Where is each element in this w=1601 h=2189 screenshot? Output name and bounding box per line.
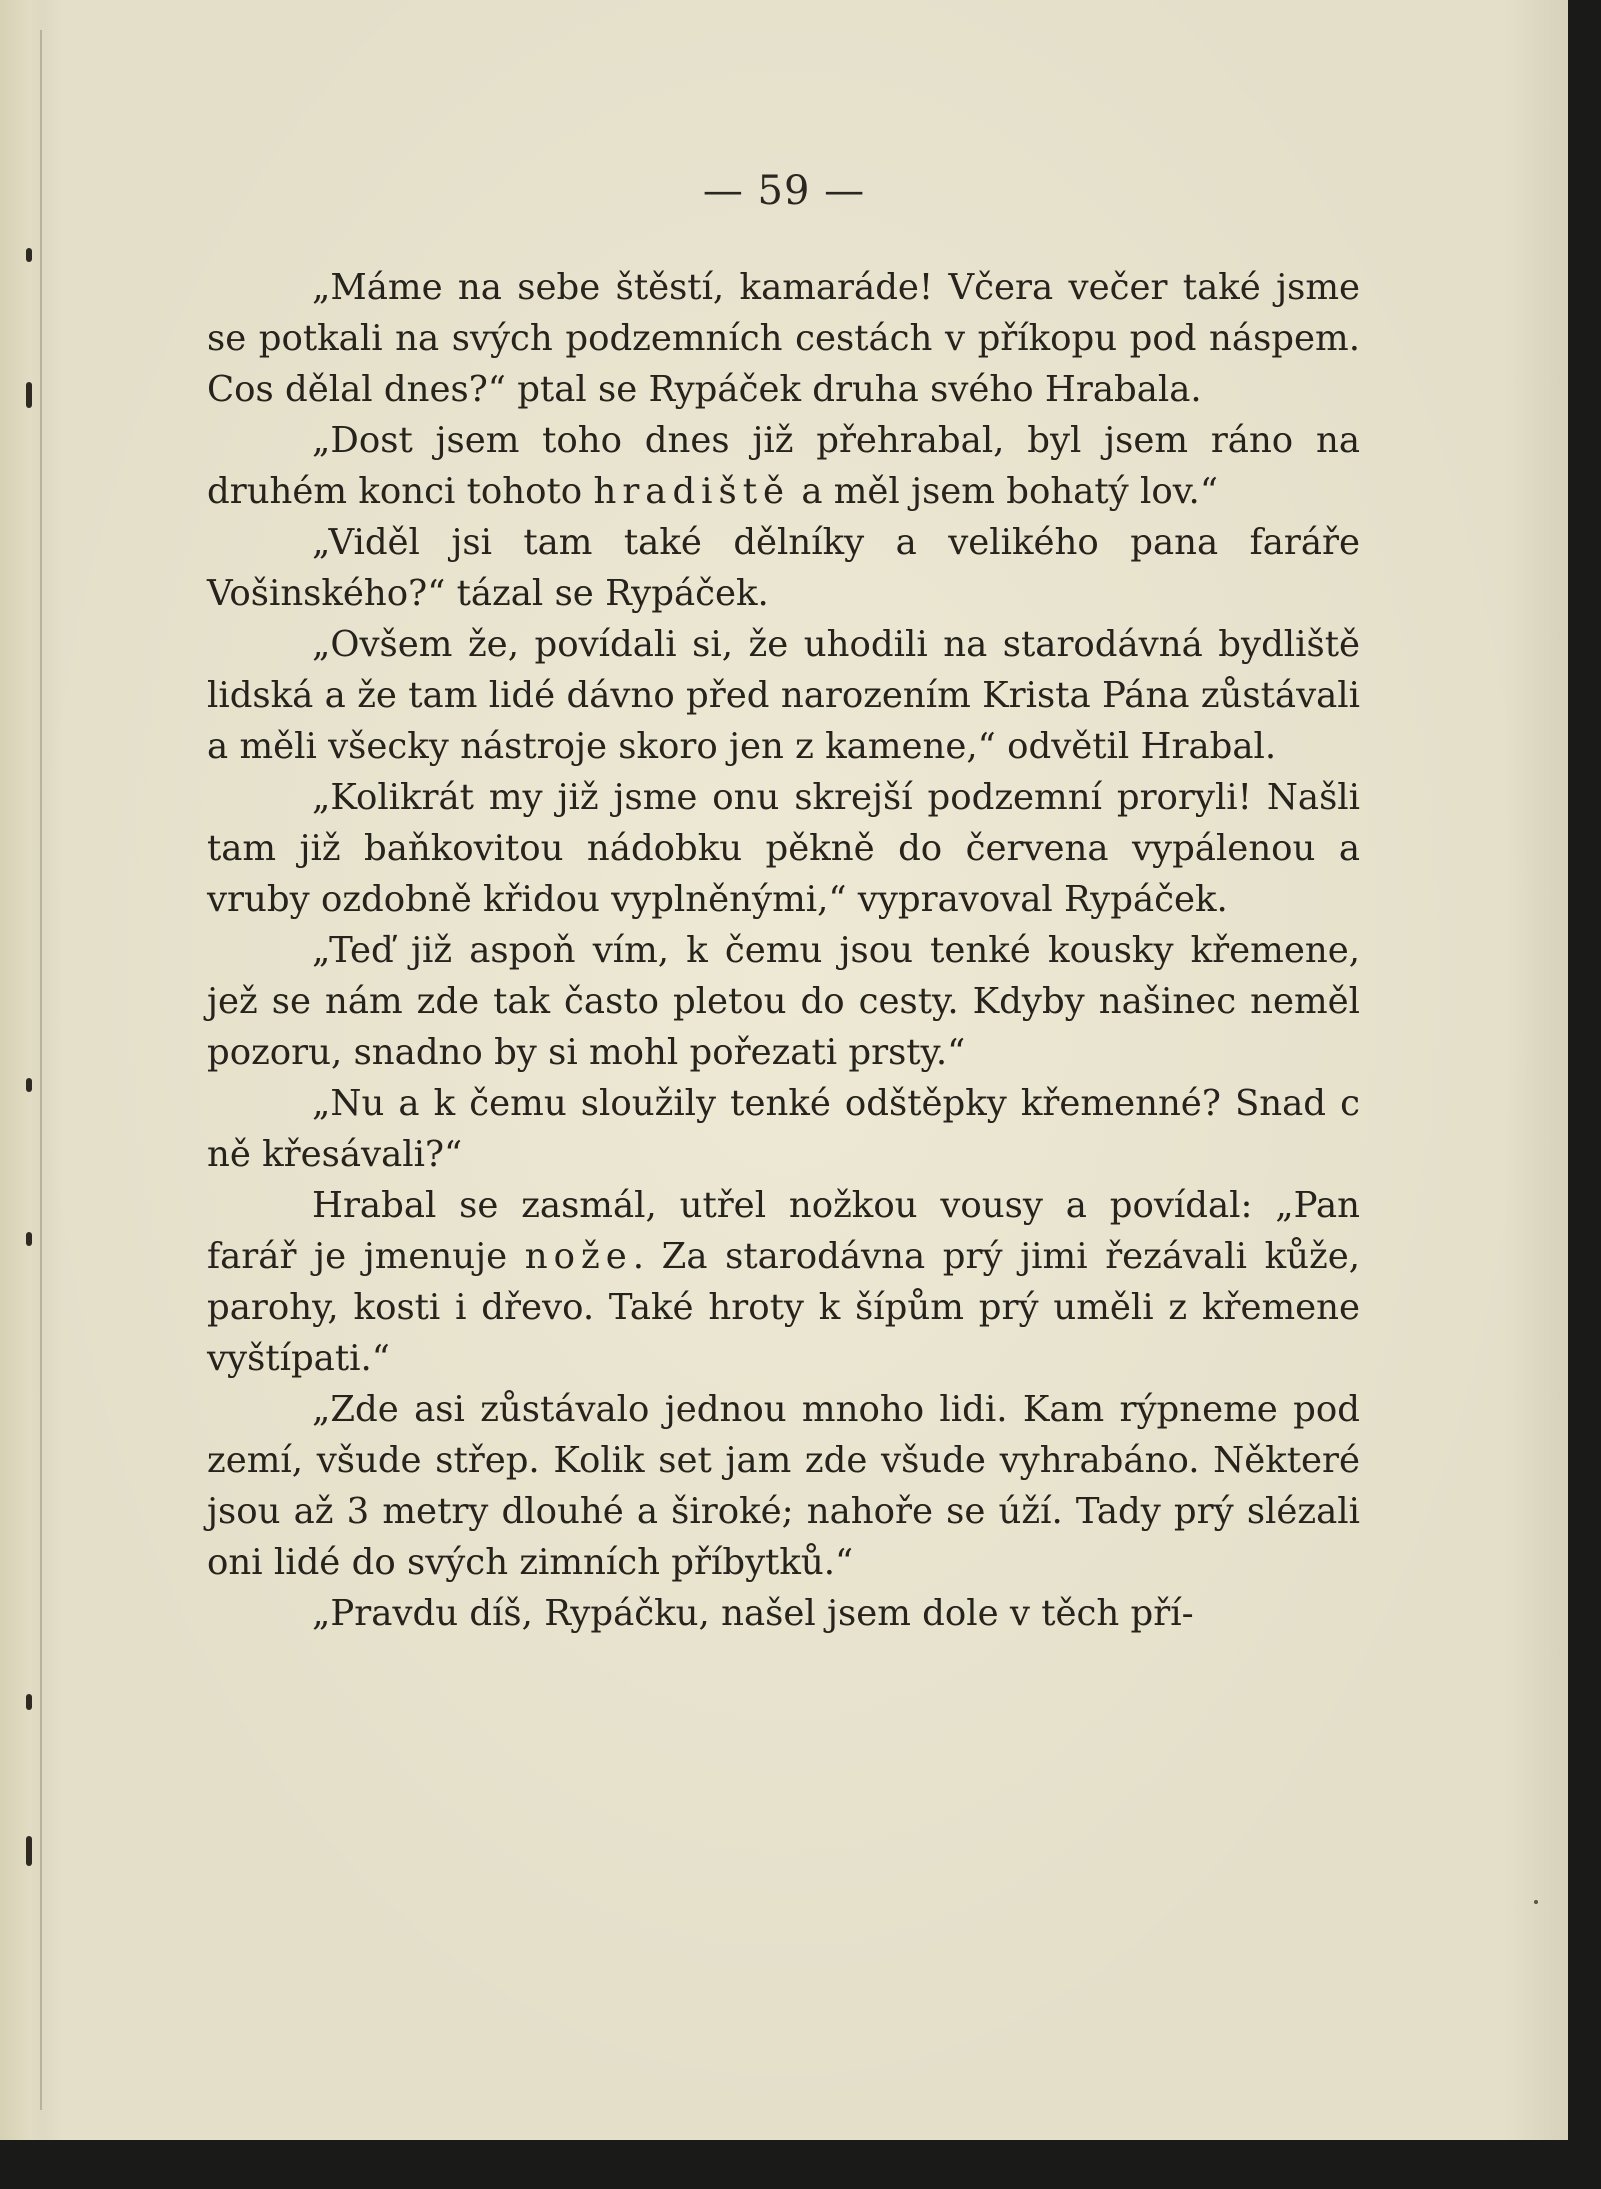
paragraph-text: „Teď již aspoň vím, k čemu jsou tenké kousky křemene, jež se nám zde tak často pletou do cesty. Kdyby našinec neměl pozoru, snadno by si mohl pořezati prsty.“ bbox=[207, 930, 1360, 1073]
binding-mark bbox=[26, 382, 32, 408]
binding-mark bbox=[26, 1078, 32, 1092]
binding-line bbox=[40, 30, 42, 2110]
paragraph-text: „Kolikrát my již jsme onu skrejší podzemní proryli! Našli tam již baňkovitou nádobku pěkně do červena vypálenou a vruby ozdobně křidou vyplněnými,“ vypravoval Rypáček. bbox=[207, 777, 1360, 920]
paragraph-text: „Zde asi zůstávalo jednou mnoho lidi. Kam rýpneme pod zemí, všude střep. Kolik set jam zde všude vyhrabáno. Některé jsou až 3 metry dlouhé a široké; nahoře se úží. Tady prý slézali oni lidé do svých zimních příbytků.“ bbox=[207, 1389, 1360, 1583]
paragraph-text: „Dost jsem toho dnes již přehrabal, byl jsem ráno na druhém konci tohoto bbox=[207, 420, 1360, 512]
specimen-dot bbox=[1534, 1900, 1538, 1904]
paragraph-text: „Máme na sebe štěstí, kamaráde! Včera večer také jsme se potkali na svých podzemních cestách v příkopu pod náspem. Cos dělal dnes?“ ptal se Rypáček druha svého Hrabala. bbox=[207, 267, 1360, 410]
paragraph bbox=[207, 1180, 1360, 1384]
paragraph-text: „Viděl jsi tam také dělníky a velikého pana faráře Vošinského?“ tázal se Rypáček. bbox=[207, 522, 1360, 614]
paragraph bbox=[207, 925, 1360, 1078]
paragraph-text: . Za starodávna prý jimi řezávali kůže, parohy, kosti i dřevo. Také hroty k šípům prý uměli z křemene vyštípati.“ bbox=[207, 1236, 1360, 1379]
paragraph bbox=[207, 1078, 1360, 1180]
spaced-emphasis-text: hradiště bbox=[593, 471, 791, 512]
spaced-emphasis-text: nože bbox=[524, 1236, 633, 1277]
paragraph-text: a měl jsem bohatý lov.“ bbox=[790, 471, 1218, 512]
paragraph-text: Hrabal se zasmál, utřel nožkou vousy a povídal: „Pan farář je jmenuje bbox=[207, 1185, 1360, 1277]
paragraph-text: „Ovšem že, povídali si, že uhodili na starodávná bydliště lidská a že tam lidé dávno před narozením Krista Pána zůstávali a měli všecky nástroje skoro jen z kamene,“ odvětil Hrabal. bbox=[207, 624, 1360, 767]
paragraph bbox=[207, 1384, 1360, 1588]
binding-mark bbox=[26, 1232, 32, 1246]
binding-mark bbox=[26, 1836, 32, 1866]
paragraph bbox=[207, 262, 1360, 415]
paragraph bbox=[207, 517, 1360, 619]
binding-mark bbox=[26, 1694, 32, 1710]
paragraph bbox=[207, 772, 1360, 925]
binding-mark bbox=[26, 248, 32, 262]
body-text bbox=[207, 262, 1360, 1639]
binding-edge bbox=[0, 0, 44, 2140]
paragraph bbox=[207, 619, 1360, 772]
page-number: — 59 — bbox=[702, 168, 866, 214]
paragraph-text: „Pravdu díš, Rypáčku, našel jsem dole v těch pří- bbox=[312, 1593, 1194, 1634]
paragraph bbox=[207, 415, 1360, 517]
paragraph-text: „Nu a k čemu sloužily tenké odštěpky křemenné? Snad c ně křesávali?“ bbox=[207, 1083, 1360, 1175]
paragraph bbox=[207, 1588, 1360, 1639]
